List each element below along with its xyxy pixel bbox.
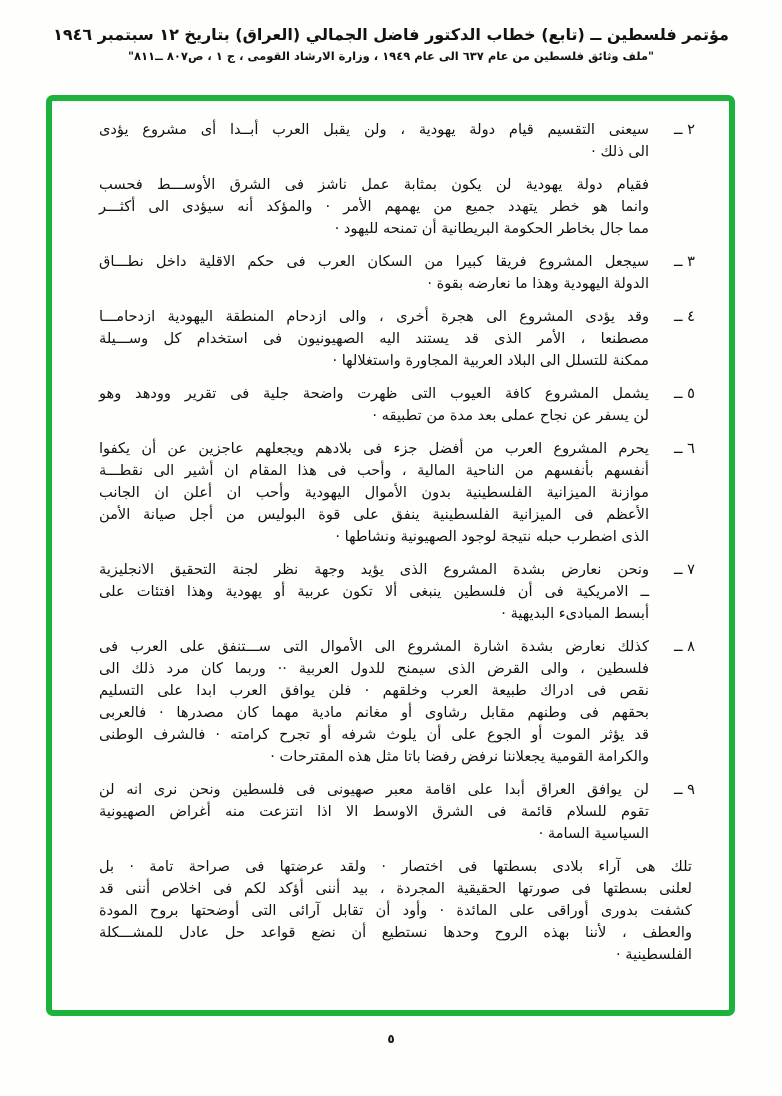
item-number: ٥ ــ — [673, 385, 695, 402]
text-line: لن يسفر عن نجاح عملى بعد مدة من تطبيقه · — [372, 407, 649, 424]
text-line: فلسطين ، والى القرض الذى سيمنح للدول العربية ·· وربما كان مرد ذلك الى — [99, 660, 649, 677]
numbered-item-2 — [99, 119, 695, 163]
item-number: ٧ ــ — [673, 561, 695, 578]
numbered-item-9 — [99, 779, 695, 845]
item-number: ٦ ــ — [673, 440, 695, 457]
item-number: ٨ ــ — [673, 638, 695, 655]
closing-paragraph — [99, 856, 695, 966]
text-line: ممكنة للتسلل الى البلاد العربية المجاورة واستغلالها · — [332, 352, 649, 369]
text-line: كذلك نعارض بشدة اشارة المشروع الى الأموال التى ســـتنفق على العرب فى — [99, 638, 649, 655]
text-line: موازنة الميزانية الفلسطينية بدون الأموال اليهودية وأحب ان أعلن ان الجانب — [99, 484, 649, 501]
numbered-item-8 — [99, 636, 695, 768]
item-number: ٢ ــ — [673, 121, 695, 138]
text-line: أنفسهم بأنفسهم من الناحية المالية ، وأحب فى هذا المقام ان أشير الى نقطـــة — [99, 462, 649, 479]
page-title: مؤتمر فلسطين ــ (تابع) خطاب الدكتور فاضل الجمالي (العراق) بتاريخ ١٢ سبتمبر ١٩٤٦ — [53, 25, 729, 44]
text-line: الفلسطينية · — [615, 946, 692, 963]
text-line: والكرامة القومية يجعلاننا نرفض رفضا باتا مثل هذه المقترحات · — [270, 748, 649, 765]
paragraph — [99, 174, 695, 240]
text-line: وقد يؤدى المشروع الى هجرة أخرى ، والى ازدحام المنطقة اليهودية ازدحامـــا — [99, 308, 649, 325]
text-line: مصطنعا ، الأمر الذى قد يستند اليه الصهيونيون فى استخدام كل وســـيلة — [99, 330, 649, 347]
text-line: يحرم المشروع العرب من أفضل جزء فى بلادهم ويجعلهم عاجزين عن أن يكفوا — [99, 440, 649, 457]
text-line: الذى اضطرب حبله نتيجة لوجود الصهيونية ونشاطها · — [335, 528, 649, 545]
text-line: سيعنى التقسيم قيام دولة يهودية ، ولن يقبل العرب أبــدا أى مشروع يؤدى — [99, 121, 649, 138]
numbered-item-3 — [99, 251, 695, 295]
numbered-item-6 — [99, 438, 695, 548]
text-line: سيجعل المشروع فريقا كبيرا من السكان العرب فى حكم الاقلية داخل نطـــاق — [99, 253, 649, 270]
text-line: قد يؤثر الموت أو الجوع على أن يلوث شرفه أو تجرح كرامته · فالشرف الوطنى — [99, 726, 649, 743]
text-line: الأعظم فى الميزانية الفلسطينية ينفق على قوة البوليس من أجل صيانة الأمن — [99, 506, 649, 523]
text-line: نقص فى ادراك طبيعة العرب وخلقهم · فلن يوافق العرب ابدا على التسليم — [99, 682, 649, 699]
text-line: وانما هو خطر يتهدد جميع من يهمهم الأمر · والمؤكد أنه سيؤدى الى أكثـــر — [99, 198, 649, 215]
text-line: أبسط المبادىء البديهية · — [501, 605, 649, 622]
text-line: يشمل المشروع كافة العيوب التى ظهرت واضحة جلية فى تقرير وودهد وهو — [99, 385, 649, 402]
numbered-item-4 — [99, 306, 695, 372]
text-line: والعطف ، لأننا بهذه الروح وحدها نستطيع أن نضع قواعد حل عادل للمشـــكلة — [99, 924, 692, 941]
numbered-item-5 — [99, 383, 695, 427]
text-line: تقوم للسلام قائمة فى الشرق الاوسط الا اذا انتزعت منه أغراض الصهيونية — [99, 803, 649, 820]
item-number: ٣ ــ — [673, 253, 695, 270]
text-line: بحقهم فى وطنهم مقابل رشاوى أو مغانم مادية مهما كان مصدرها · فالعربى — [99, 704, 649, 721]
text-line: ونحن نعارض بشدة المشروع الذى يؤيد وجهة نظر لجنة التحقيق الانجليزية — [99, 561, 649, 578]
text-line: فقيام دولة يهودية لن يكون بمثابة عمل ناشز فى الشرق الأوســـط فحسب — [99, 176, 649, 193]
item-number: ٩ ــ — [673, 781, 695, 798]
document-body — [99, 119, 695, 977]
page-number: ٥ — [387, 1032, 395, 1046]
text-line: ــ الامريكية فى أن فلسطين ينبغى ألا تكون عربية أو يهودية وهذا افتئات على — [99, 583, 649, 600]
text-line: تلك هى آراء بلادى بسطتها فى اختصار · ولقد عرضتها فى صراحة تامة · بل — [99, 858, 692, 875]
text-line: الى ذلك · — [591, 143, 649, 160]
source-citation: "ملف وثائق فلسطين من عام ٦٣٧ الى عام ١٩٤٩ ، وزارة الارشاد القومى ، ج ١ ، ص٨٠٧ ــ٨١١" — [127, 49, 655, 63]
text-line: مما جال بخاطر الحكومة البريطانية أن تمنحه لليهود · — [334, 220, 649, 237]
text-line: لعلنى بسطتها فى صورتها الحقيقية المجردة ، بيد أننى أؤكد لكم فى اخلاص أننى قد — [99, 880, 692, 897]
page-header — [0, 25, 782, 63]
text-line: الدولة اليهودية وهذا ما نعارضه بقوة · — [427, 275, 649, 292]
text-line: كشفت بدورى أوراقى على المائدة · وأود أن تقابل آرائى التى أوضحتها بروح المودة — [99, 902, 692, 919]
text-line: السياسية السامة · — [538, 825, 649, 842]
numbered-item-7 — [99, 559, 695, 625]
item-number: ٤ ــ — [673, 308, 695, 325]
text-line: لن يوافق العراق أبدا على اقامة معبر صهيونى فى فلسطين ونحن نرى انه لن — [99, 781, 649, 798]
